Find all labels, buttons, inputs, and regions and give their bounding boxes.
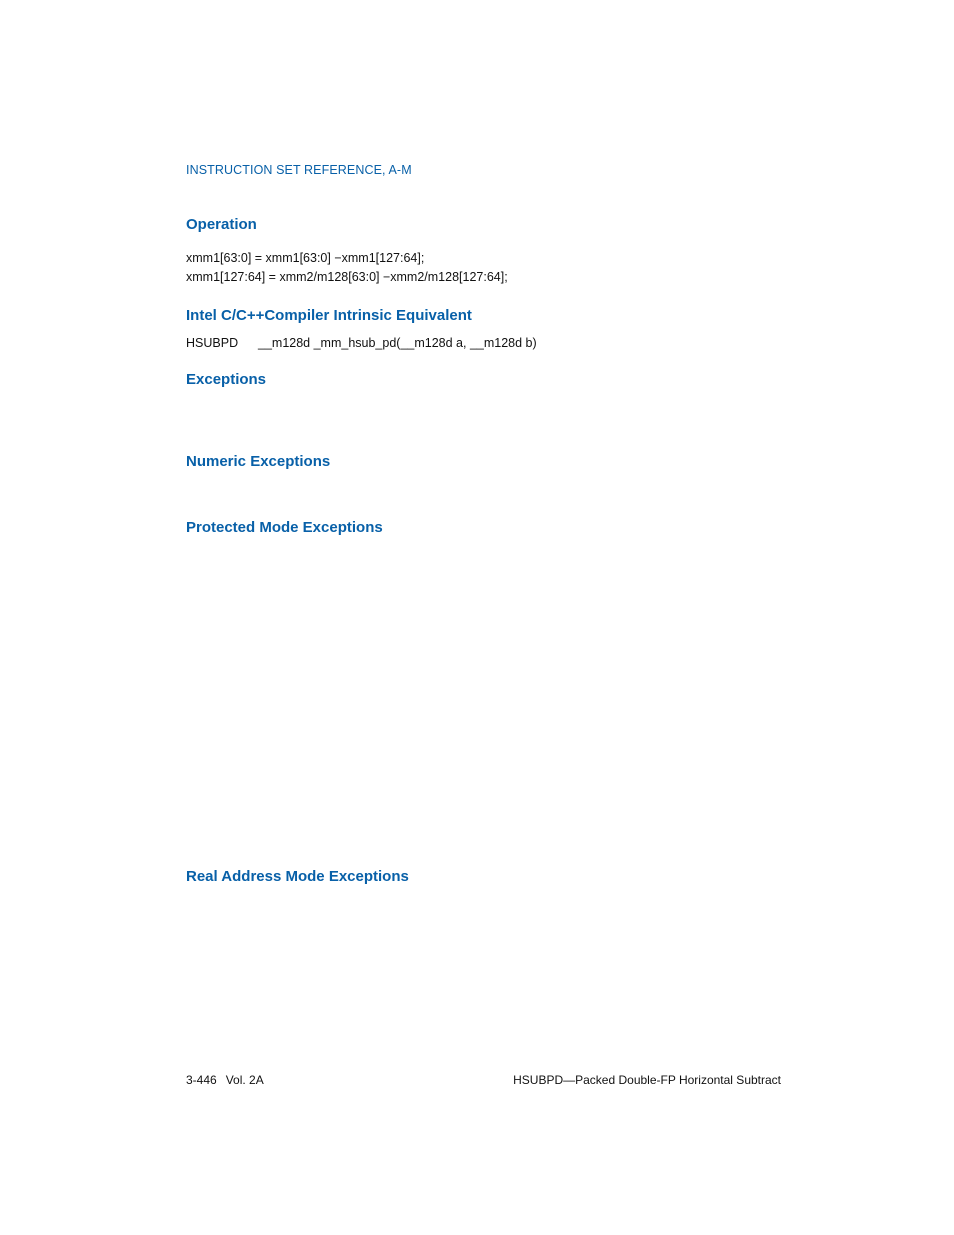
protected-mode-exceptions-heading: Protected Mode Exceptions	[186, 519, 383, 536]
footer-page-number: 3-446	[186, 1073, 217, 1087]
exceptions-heading: Exceptions	[186, 371, 267, 388]
intrinsic-signature: __m128d _mm_hsub_pd(__m128d a, __m128d b)	[258, 336, 537, 350]
operation-code-block	[186, 249, 508, 287]
footer-volume: Vol. 2A	[225, 1073, 264, 1087]
operation-line-2: xmm1[127:64] = xmm2/m128[63:0] −xmm2/m128[127:64];	[186, 270, 508, 284]
intrinsic-instruction: HSUBPD	[186, 336, 239, 350]
running-header: INSTRUCTION SET REFERENCE, A-M	[186, 163, 412, 177]
footer-page-info	[186, 1073, 264, 1087]
operation-heading: Operation	[186, 216, 257, 233]
footer-title: HSUBPD—Packed Double-FP Horizontal Subtract	[513, 1073, 781, 1087]
real-address-mode-exceptions-heading: Real Address Mode Exceptions	[186, 868, 409, 885]
operation-line-1: xmm1[63:0] = xmm1[63:0] −xmm1[127:64];	[186, 251, 425, 265]
intrinsic-heading: Intel C/C++Compiler Intrinsic Equivalent	[186, 307, 472, 324]
numeric-exceptions-heading: Numeric Exceptions	[186, 453, 331, 470]
